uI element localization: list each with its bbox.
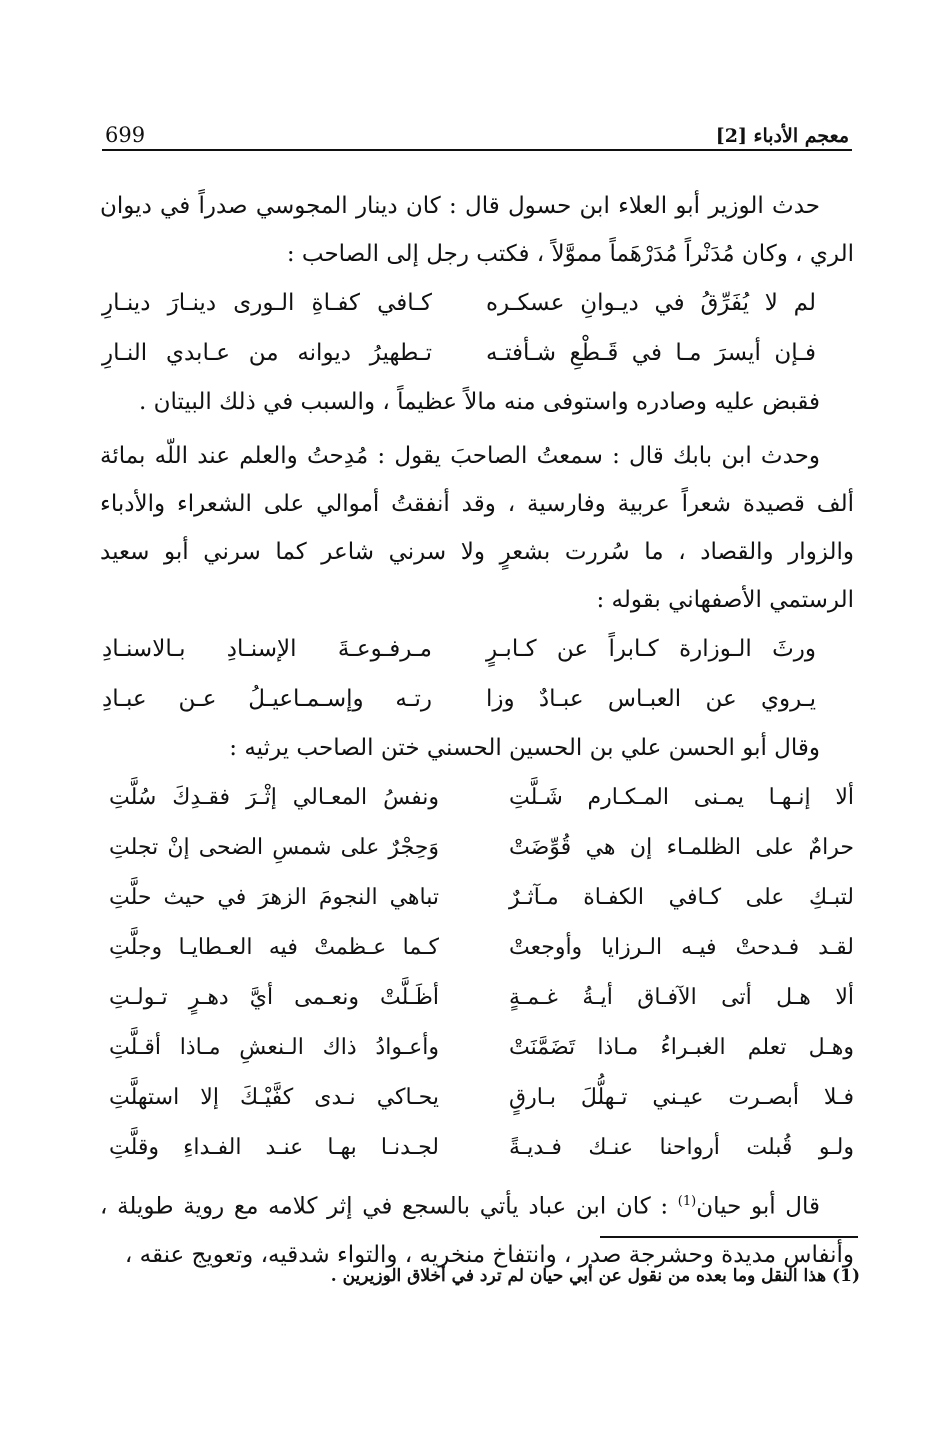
verse-line [100, 772, 854, 822]
verse-hemistich-left: لجـدنـا بهـا عنـد الفـداءِ وقلَّتِ [109, 1134, 439, 1160]
verse-hemistich-left: يحـاكي نـدى كفَّيْـكَ إلا استهلَّتِ [109, 1084, 439, 1110]
verse-hemistich-right: فـلا أبصـرت عيـني تـهلُّلَ بـارقٍ [509, 1084, 854, 1110]
paragraph-5-start: قال أبو حيان [696, 1193, 820, 1220]
paragraph-1: حدث الوزير أبو العلاء ابن حسول قال : كان دينار المجوسي صدراً في ديوان الري ، وكان مُدَنْراً مُدَرْهَماً مموَّلاً ، فكتب رجل إلى الصاحب : [100, 193, 854, 267]
verse-hemistich-right: وهـل تعلم الغبـراءُ مـاذا تَضَمَّنَتْ [509, 1034, 854, 1060]
verse-hemistich-left: تـطهيرُ ديوانه من عـابدي النـارِ [102, 340, 432, 366]
paragraph-3: وحدث ابن بابك قال : سمعتُ الصاحبَ يقول : مُدِحتُ والعلم عند اللّه بمائة ألف قصيدة شعراً عربية وفارسية ، وقد أنفقتُ أموالي على الشعراء والأدباء والزوار والقصاد ، ما سُررت بشعرٍ ولا سرني شاعر كما سرني أبو سعيد الرستمي الأصفهاني بقوله : [100, 443, 854, 613]
verse-line [100, 1072, 854, 1122]
verse-line [100, 1122, 854, 1172]
footnote-rule [600, 1236, 858, 1238]
verse-hemistich-right: لتبـكِ على كـافي الكفـاة مـآثـرٌ [509, 884, 854, 910]
header-rule [102, 149, 852, 151]
page-body [100, 182, 854, 1279]
verse-hemistich-left: أظَـلَّتْ ونعـمى أيَّ دهـرٍ تـولـتِ [109, 984, 439, 1010]
page-header [105, 117, 849, 147]
verse-hemistich-right: لقـد فـدحتْ فيـه الـرزايا وأوجعتْ [509, 934, 854, 960]
verse-hemistich-right: يـروي عن العبـاس عبـادٌ وزا [486, 686, 816, 712]
paragraph-2: فقبض عليه وصادره واستوفى منه مالاً عظيماً ، والسبب في ذلك البيتان . [139, 389, 820, 415]
verse-line [100, 1022, 854, 1072]
footnote: (1) هذا النقل وما بعده من نقول عن أبي حيان لم ترد في أخلاق الوزيرين . [330, 1266, 860, 1286]
verse-hemistich-right: ولـو قُبلت أرواحنا عنـك فـديـةً [509, 1134, 854, 1160]
verse-hemistich-left: كـافي كفـاةِ الـورى دينـارَ دينـارِ [102, 290, 432, 316]
verse-line [100, 674, 854, 724]
paragraph-4: وقال أبو الحسن علي بن الحسين الحسني ختن الصاحب يرثيه : [229, 735, 820, 761]
verse-hemistich-right: ورثَ الـوزارة كـابراً عن كـابـرٍ [486, 636, 816, 662]
paragraph-5-rest: : كان ابن عباد يأتي بالسجع في إثر كلامه مع روية طويلة ، وأنفاس مديدة وحشرجة صدر ، وانتفاخ منخريه ، والتواء شدقيه، وتعويج عنقه ، [100, 1193, 854, 1268]
verse-line [100, 972, 854, 1022]
verse-line [100, 278, 854, 328]
paragraph-5 [100, 1178, 854, 1279]
verse-line [100, 328, 854, 378]
verse-hemistich-left: كـما عـظمتْ فيه العـطايـا وجلَّتِ [109, 934, 439, 960]
verse-hemistich-left: وَحِجْرٌ على شمسِ الضحى إنْ تجلتِ [109, 834, 439, 860]
verse-hemistich-right: فـإن أيسرَ مـا في قَـطْعِ شـأفتـه [486, 340, 816, 366]
verse-line [100, 822, 854, 872]
verse-line [100, 922, 854, 972]
footnote-reference: (1) [677, 1194, 697, 1209]
running-title: معجم الأدباء [2] [715, 125, 849, 147]
verse-hemistich-left: رتـه وإسـمـاعيـلُ عـن عبـادِ [102, 686, 432, 712]
verse-hemistich-left: وأعـوادُ ذاك الـنعشِ مـاذا أقـلَّتِ [109, 1034, 439, 1060]
verse-hemistich-left: ونفسُ المعـالي إثْـرَ فقـدِكَ سُلَّتِ [109, 784, 439, 810]
verse-hemistich-right: ألا هـل أتى الآفـاق أيـةُ غـمـةٍ [509, 984, 854, 1010]
verse-hemistich-right: لم لا يُفَرِّقُ في ديـوانِ عسكـره [486, 290, 816, 316]
page-number: 699 [105, 123, 146, 147]
verse-line [100, 624, 854, 674]
verse-hemistich-left: تباهي النجومَ الزهرَ في حيث حلَّتِ [109, 884, 439, 910]
verse-hemistich-right: حرامٌ على الظلمـاء إن هي قُوِّضَتْ [509, 834, 854, 860]
verse-hemistich-right: ألا إنـهـا يمـنى المـكـارم شَـلَّتِ [509, 784, 854, 810]
verse-line [100, 872, 854, 922]
verse-hemistich-left: مـرفـوعـةَ الإسنـادِ بـالاسنـادِ [102, 636, 432, 662]
